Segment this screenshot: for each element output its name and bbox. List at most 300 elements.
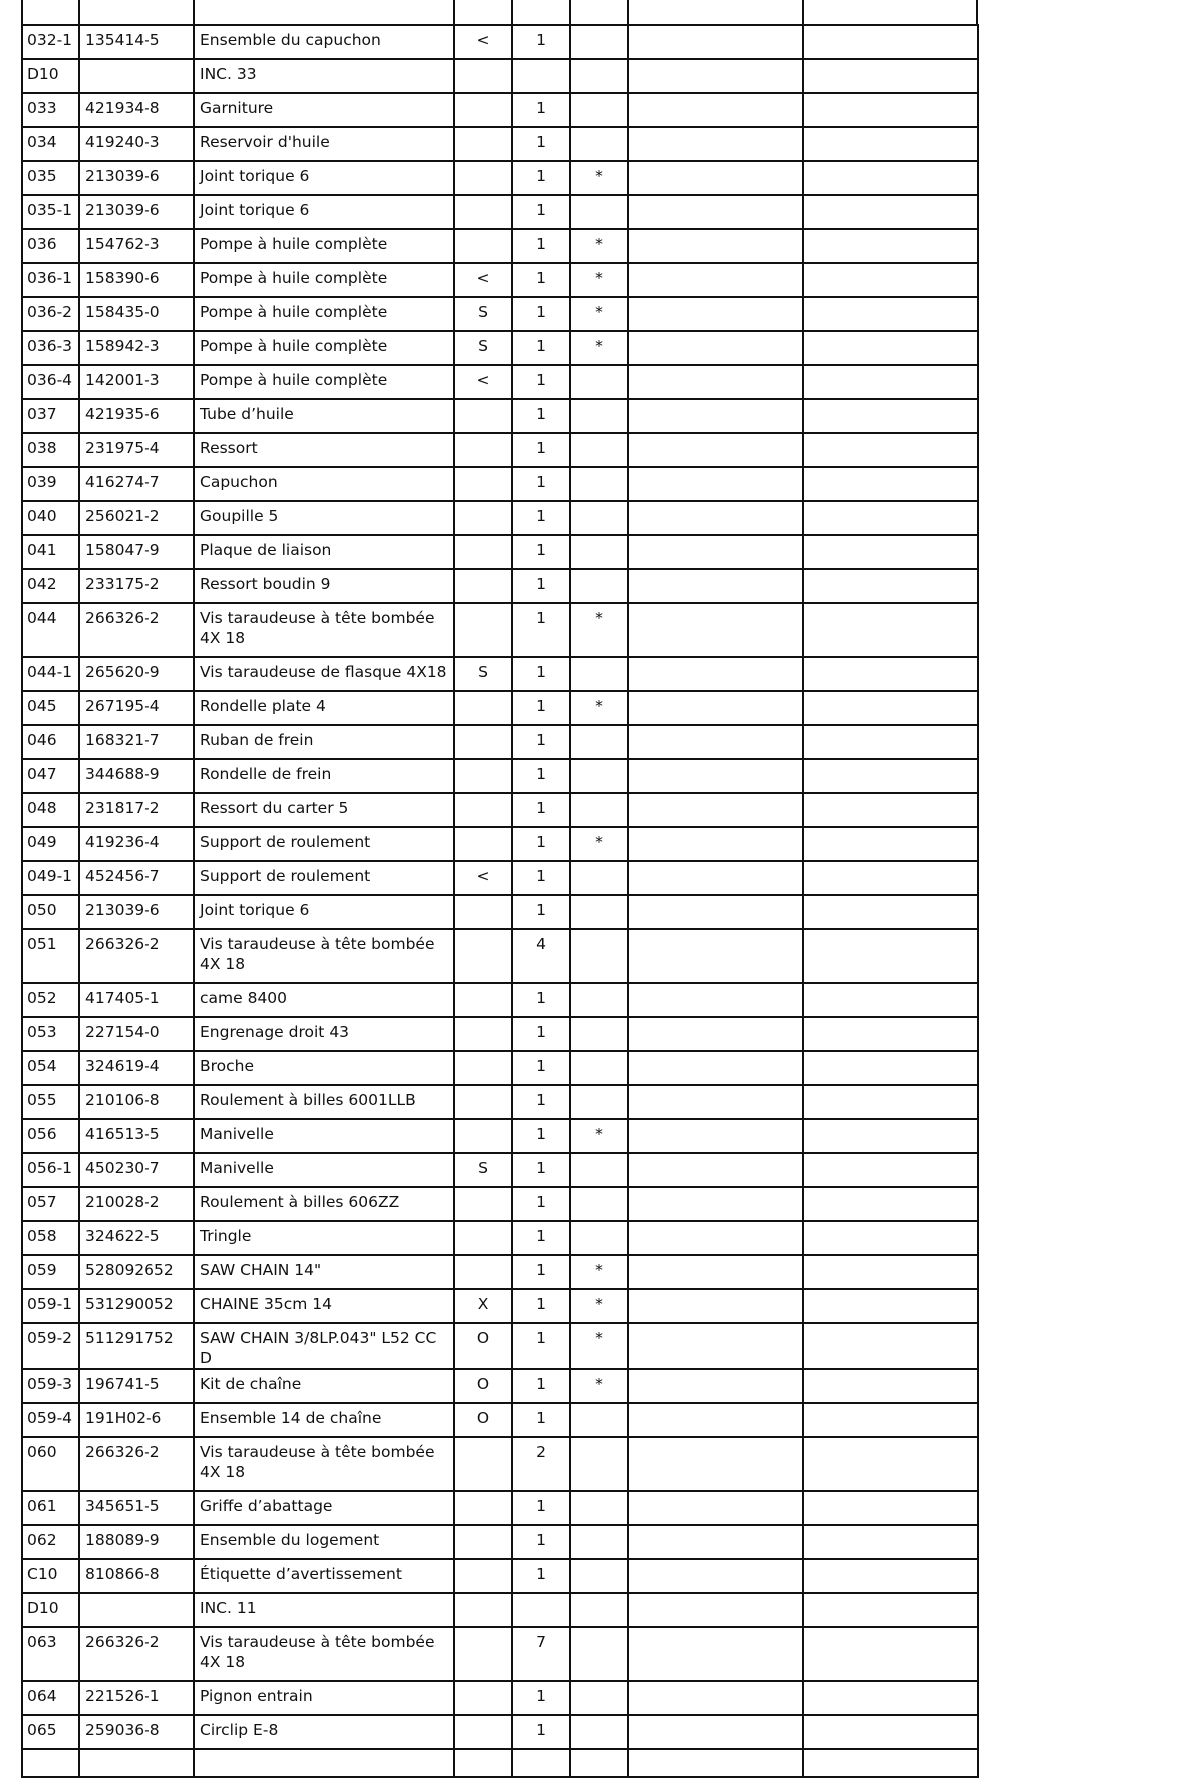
- code-cell: [454, 195, 512, 229]
- empty-cell: [628, 1085, 803, 1119]
- empty-cell: [628, 1369, 803, 1403]
- empty-cell: [628, 1403, 803, 1437]
- table-row: [22, 399, 978, 433]
- empty-cell: [628, 1051, 803, 1085]
- ref-number-cell: 040: [22, 501, 79, 535]
- quantity-cell: 1: [512, 793, 570, 827]
- note-cell: *: [570, 1289, 628, 1323]
- code-cell: [454, 433, 512, 467]
- note-cell: [570, 1085, 628, 1119]
- ref-number-cell: 044-1: [22, 657, 79, 691]
- empty-cell: [628, 1017, 803, 1051]
- ref-number-cell: 032-1: [22, 25, 79, 59]
- quantity-cell: 1: [512, 1525, 570, 1559]
- note-cell: *: [570, 1119, 628, 1153]
- empty-cell: [803, 691, 978, 725]
- empty-cell: [803, 1085, 978, 1119]
- code-cell: S: [454, 331, 512, 365]
- table-row: [22, 569, 978, 603]
- table-row: [22, 25, 978, 59]
- code-cell: [454, 1681, 512, 1715]
- note-cell: *: [570, 1255, 628, 1289]
- ref-number-cell: 059-1: [22, 1289, 79, 1323]
- empty-cell: [803, 1525, 978, 1559]
- table-row: [22, 895, 978, 929]
- ref-number-cell: 057: [22, 1187, 79, 1221]
- table-row: [22, 1289, 978, 1323]
- code-cell: [454, 1051, 512, 1085]
- ref-number-cell: 064: [22, 1681, 79, 1715]
- empty-cell: [628, 297, 803, 331]
- empty-cell: [628, 1749, 803, 1777]
- empty-cell: [803, 1715, 978, 1749]
- empty-cell: [803, 229, 978, 263]
- empty-cell: [803, 433, 978, 467]
- table-row: [22, 793, 978, 827]
- code-cell: [454, 467, 512, 501]
- empty-cell: [803, 1403, 978, 1437]
- empty-cell: [803, 365, 978, 399]
- quantity-cell: 1: [512, 229, 570, 263]
- part-number-cell: 210028-2: [79, 1187, 194, 1221]
- quantity-cell: 1: [512, 861, 570, 895]
- column-divider-stub: [453, 0, 455, 24]
- quantity-cell: 1: [512, 1491, 570, 1525]
- note-cell: [570, 1187, 628, 1221]
- empty-cell: [803, 195, 978, 229]
- code-cell: [454, 759, 512, 793]
- quantity-cell: 1: [512, 895, 570, 929]
- quantity-cell: 2: [512, 1437, 570, 1491]
- ref-number-cell: 059: [22, 1255, 79, 1289]
- empty-cell: [628, 657, 803, 691]
- empty-cell: [628, 25, 803, 59]
- note-cell: *: [570, 827, 628, 861]
- part-number-cell: 416513-5: [79, 1119, 194, 1153]
- part-number-cell: 421934-8: [79, 93, 194, 127]
- quantity-cell: 1: [512, 603, 570, 657]
- empty-cell: [628, 467, 803, 501]
- empty-cell: [803, 603, 978, 657]
- part-number-cell: 158942-3: [79, 331, 194, 365]
- ref-number-cell: 036-3: [22, 331, 79, 365]
- quantity-cell: [512, 1749, 570, 1777]
- note-cell: [570, 127, 628, 161]
- description-cell: Vis taraudeuse de flasque 4X18: [194, 657, 454, 691]
- ref-number-cell: 050: [22, 895, 79, 929]
- empty-cell: [803, 895, 978, 929]
- part-number-cell: 528092652: [79, 1255, 194, 1289]
- description-cell: Étiquette d’avertissement: [194, 1559, 454, 1593]
- table-row: [22, 1323, 978, 1369]
- empty-cell: [628, 691, 803, 725]
- code-cell: [454, 161, 512, 195]
- code-cell: [454, 1749, 512, 1777]
- ref-number-cell: 036-4: [22, 365, 79, 399]
- table-row: [22, 725, 978, 759]
- ref-number-cell: 049: [22, 827, 79, 861]
- part-number-cell: 158435-0: [79, 297, 194, 331]
- description-cell: Ensemble du capuchon: [194, 25, 454, 59]
- part-number-cell: 416274-7: [79, 467, 194, 501]
- part-number-cell: 265620-9: [79, 657, 194, 691]
- part-number-cell: 256021-2: [79, 501, 194, 535]
- table-row: [22, 1491, 978, 1525]
- empty-cell: [803, 1749, 978, 1777]
- quantity-cell: 1: [512, 127, 570, 161]
- empty-cell: [628, 1289, 803, 1323]
- table-row: [22, 467, 978, 501]
- code-cell: [454, 1119, 512, 1153]
- code-cell: <: [454, 263, 512, 297]
- note-cell: *: [570, 263, 628, 297]
- table-row: [22, 365, 978, 399]
- empty-cell: [628, 501, 803, 535]
- quantity-cell: 1: [512, 1323, 570, 1369]
- empty-cell: [803, 467, 978, 501]
- note-cell: [570, 535, 628, 569]
- code-cell: [454, 229, 512, 263]
- quantity-cell: 1: [512, 1369, 570, 1403]
- empty-cell: [803, 25, 978, 59]
- quantity-cell: 1: [512, 827, 570, 861]
- note-cell: [570, 433, 628, 467]
- code-cell: [454, 1437, 512, 1491]
- empty-cell: [628, 725, 803, 759]
- empty-cell: [628, 1681, 803, 1715]
- ref-number-cell: 037: [22, 399, 79, 433]
- ref-number-cell: 065: [22, 1715, 79, 1749]
- quantity-cell: 1: [512, 569, 570, 603]
- table-row: [22, 1369, 978, 1403]
- note-cell: [570, 929, 628, 983]
- part-number-cell: 531290052: [79, 1289, 194, 1323]
- empty-cell: [628, 1255, 803, 1289]
- part-number-cell: 450230-7: [79, 1153, 194, 1187]
- description-cell: Vis taraudeuse à tête bombée 4X 18: [194, 929, 454, 983]
- empty-cell: [803, 93, 978, 127]
- ref-number-cell: 033: [22, 93, 79, 127]
- part-number-cell: 419240-3: [79, 127, 194, 161]
- description-cell: Kit de chaîne: [194, 1369, 454, 1403]
- code-cell: S: [454, 657, 512, 691]
- description-cell: Support de roulement: [194, 827, 454, 861]
- empty-cell: [628, 433, 803, 467]
- note-cell: *: [570, 691, 628, 725]
- quantity-cell: 1: [512, 1289, 570, 1323]
- part-number-cell: 259036-8: [79, 1715, 194, 1749]
- note-cell: [570, 1221, 628, 1255]
- empty-cell: [803, 861, 978, 895]
- note-cell: *: [570, 161, 628, 195]
- empty-cell: [803, 59, 978, 93]
- description-cell: INC. 11: [194, 1593, 454, 1627]
- quantity-cell: 1: [512, 501, 570, 535]
- note-cell: [570, 59, 628, 93]
- quantity-cell: 1: [512, 1681, 570, 1715]
- description-cell: CHAINE 35cm 14: [194, 1289, 454, 1323]
- part-number-cell: 221526-1: [79, 1681, 194, 1715]
- empty-cell: [803, 827, 978, 861]
- table-row: [22, 1153, 978, 1187]
- empty-cell: [803, 1559, 978, 1593]
- code-cell: <: [454, 861, 512, 895]
- note-cell: [570, 93, 628, 127]
- ref-number-cell: 053: [22, 1017, 79, 1051]
- part-number-cell: 266326-2: [79, 929, 194, 983]
- quantity-cell: 1: [512, 657, 570, 691]
- empty-cell: [628, 1323, 803, 1369]
- empty-cell: [628, 1593, 803, 1627]
- empty-cell: [803, 1681, 978, 1715]
- empty-cell: [803, 569, 978, 603]
- ref-number-cell: 052: [22, 983, 79, 1017]
- ref-number-cell: 058: [22, 1221, 79, 1255]
- description-cell: Pompe à huile complète: [194, 263, 454, 297]
- part-number-cell: 266326-2: [79, 1437, 194, 1491]
- description-cell: Rondelle plate 4: [194, 691, 454, 725]
- part-number-cell: 168321-7: [79, 725, 194, 759]
- code-cell: [454, 603, 512, 657]
- part-number-cell: 231975-4: [79, 433, 194, 467]
- description-cell: Roulement à billes 606ZZ: [194, 1187, 454, 1221]
- quantity-cell: 1: [512, 725, 570, 759]
- code-cell: [454, 983, 512, 1017]
- note-cell: *: [570, 229, 628, 263]
- note-cell: *: [570, 331, 628, 365]
- table-row: [22, 603, 978, 657]
- empty-cell: [628, 861, 803, 895]
- description-cell: Griffe d’abattage: [194, 1491, 454, 1525]
- table-row: [22, 535, 978, 569]
- ref-number-cell: [22, 1749, 79, 1777]
- quantity-cell: 1: [512, 1559, 570, 1593]
- part-number-cell: 213039-6: [79, 161, 194, 195]
- description-cell: Ressort du carter 5: [194, 793, 454, 827]
- code-cell: <: [454, 365, 512, 399]
- code-cell: [454, 399, 512, 433]
- ref-number-cell: 049-1: [22, 861, 79, 895]
- table-row: [22, 929, 978, 983]
- description-cell: Broche: [194, 1051, 454, 1085]
- empty-cell: [803, 127, 978, 161]
- note-cell: *: [570, 603, 628, 657]
- part-number-cell: 417405-1: [79, 983, 194, 1017]
- empty-cell: [628, 535, 803, 569]
- description-cell: Ensemble 14 de chaîne: [194, 1403, 454, 1437]
- description-cell: Tube d’huile: [194, 399, 454, 433]
- part-number-cell: 345651-5: [79, 1491, 194, 1525]
- description-cell: Manivelle: [194, 1119, 454, 1153]
- table-row: [22, 1525, 978, 1559]
- note-cell: [570, 1153, 628, 1187]
- empty-cell: [628, 895, 803, 929]
- ref-number-cell: 063: [22, 1627, 79, 1681]
- description-cell: Pompe à huile complète: [194, 297, 454, 331]
- quantity-cell: 1: [512, 93, 570, 127]
- ref-number-cell: 045: [22, 691, 79, 725]
- empty-cell: [803, 1323, 978, 1369]
- code-cell: [454, 127, 512, 161]
- quantity-cell: 1: [512, 161, 570, 195]
- code-cell: [454, 1593, 512, 1627]
- code-cell: [454, 793, 512, 827]
- note-cell: [570, 1017, 628, 1051]
- description-cell: Rondelle de frein: [194, 759, 454, 793]
- table-row: [22, 1437, 978, 1491]
- empty-cell: [628, 1715, 803, 1749]
- quantity-cell: [512, 1593, 570, 1627]
- note-cell: [570, 1593, 628, 1627]
- ref-number-cell: D10: [22, 1593, 79, 1627]
- description-cell: Reservoir d'huile: [194, 127, 454, 161]
- part-number-cell: [79, 59, 194, 93]
- quantity-cell: 1: [512, 433, 570, 467]
- table-row: [22, 1593, 978, 1627]
- quantity-cell: 1: [512, 467, 570, 501]
- part-number-cell: 511291752: [79, 1323, 194, 1369]
- ref-number-cell: 035-1: [22, 195, 79, 229]
- code-cell: [454, 691, 512, 725]
- quantity-cell: 1: [512, 297, 570, 331]
- quantity-cell: 1: [512, 1715, 570, 1749]
- part-number-cell: 344688-9: [79, 759, 194, 793]
- table-row: [22, 127, 978, 161]
- note-cell: [570, 793, 628, 827]
- ref-number-cell: C10: [22, 1559, 79, 1593]
- code-cell: [454, 1255, 512, 1289]
- part-number-cell: 810866-8: [79, 1559, 194, 1593]
- note-cell: [570, 195, 628, 229]
- ref-number-cell: 059-3: [22, 1369, 79, 1403]
- ref-number-cell: 059-2: [22, 1323, 79, 1369]
- description-cell: Manivelle: [194, 1153, 454, 1187]
- empty-cell: [803, 501, 978, 535]
- empty-cell: [628, 93, 803, 127]
- empty-cell: [628, 827, 803, 861]
- empty-cell: [628, 929, 803, 983]
- description-cell: Joint torique 6: [194, 195, 454, 229]
- table-row: [22, 983, 978, 1017]
- table-row: [22, 331, 978, 365]
- code-cell: [454, 501, 512, 535]
- code-cell: [454, 93, 512, 127]
- part-number-cell: 231817-2: [79, 793, 194, 827]
- ref-number-cell: 039: [22, 467, 79, 501]
- code-cell: [454, 1627, 512, 1681]
- empty-cell: [628, 365, 803, 399]
- table-row: [22, 1085, 978, 1119]
- parts-list-table: [21, 24, 979, 1778]
- quantity-cell: 1: [512, 1221, 570, 1255]
- quantity-cell: 1: [512, 1153, 570, 1187]
- part-number-cell: 188089-9: [79, 1525, 194, 1559]
- part-number-cell: 142001-3: [79, 365, 194, 399]
- code-cell: [454, 1715, 512, 1749]
- empty-cell: [628, 229, 803, 263]
- ref-number-cell: 062: [22, 1525, 79, 1559]
- code-cell: X: [454, 1289, 512, 1323]
- table-row: [22, 1119, 978, 1153]
- empty-cell: [628, 603, 803, 657]
- note-cell: *: [570, 1369, 628, 1403]
- part-number-cell: 421935-6: [79, 399, 194, 433]
- empty-cell: [628, 1525, 803, 1559]
- note-cell: [570, 1559, 628, 1593]
- table-row: [22, 1051, 978, 1085]
- ref-number-cell: 035: [22, 161, 79, 195]
- note-cell: [570, 501, 628, 535]
- table-row: [22, 1255, 978, 1289]
- description-cell: Pignon entrain: [194, 1681, 454, 1715]
- quantity-cell: 1: [512, 1017, 570, 1051]
- empty-cell: [803, 725, 978, 759]
- code-cell: [454, 1221, 512, 1255]
- part-number-cell: 196741-5: [79, 1369, 194, 1403]
- empty-cell: [803, 1153, 978, 1187]
- ref-number-cell: 041: [22, 535, 79, 569]
- note-cell: [570, 759, 628, 793]
- part-number-cell: 266326-2: [79, 1627, 194, 1681]
- column-divider-stub: [976, 0, 978, 24]
- table-row: [22, 501, 978, 535]
- empty-cell: [628, 399, 803, 433]
- ref-number-cell: D10: [22, 59, 79, 93]
- note-cell: *: [570, 1323, 628, 1369]
- description-cell: Plaque de liaison: [194, 535, 454, 569]
- part-number-cell: [79, 1593, 194, 1627]
- note-cell: [570, 1525, 628, 1559]
- table-row: [22, 1017, 978, 1051]
- empty-cell: [628, 331, 803, 365]
- note-cell: [570, 895, 628, 929]
- part-number-cell: 419236-4: [79, 827, 194, 861]
- part-number-cell: 324622-5: [79, 1221, 194, 1255]
- description-cell: Tringle: [194, 1221, 454, 1255]
- empty-cell: [628, 1153, 803, 1187]
- table-row: [22, 1749, 978, 1777]
- column-divider-stub: [802, 0, 804, 24]
- table-row: [22, 229, 978, 263]
- description-cell: came 8400: [194, 983, 454, 1017]
- quantity-cell: 1: [512, 1051, 570, 1085]
- code-cell: [454, 1187, 512, 1221]
- empty-cell: [628, 1491, 803, 1525]
- empty-cell: [803, 1437, 978, 1491]
- description-cell: Circlip E-8: [194, 1715, 454, 1749]
- quantity-cell: 1: [512, 331, 570, 365]
- part-number-cell: [79, 1749, 194, 1777]
- column-divider-stub: [627, 0, 629, 24]
- description-cell: Roulement à billes 6001LLB: [194, 1085, 454, 1119]
- ref-number-cell: 059-4: [22, 1403, 79, 1437]
- code-cell: [454, 1085, 512, 1119]
- empty-cell: [803, 297, 978, 331]
- ref-number-cell: 038: [22, 433, 79, 467]
- empty-cell: [803, 535, 978, 569]
- empty-cell: [803, 1187, 978, 1221]
- table-row: [22, 1221, 978, 1255]
- column-divider-stub: [78, 0, 80, 24]
- ref-number-cell: 051: [22, 929, 79, 983]
- code-cell: [454, 1491, 512, 1525]
- description-cell: Vis taraudeuse à tête bombée 4X 18: [194, 1627, 454, 1681]
- empty-cell: [628, 793, 803, 827]
- description-cell: Engrenage droit 43: [194, 1017, 454, 1051]
- description-cell: Pompe à huile complète: [194, 365, 454, 399]
- code-cell: [454, 59, 512, 93]
- description-cell: Goupille 5: [194, 501, 454, 535]
